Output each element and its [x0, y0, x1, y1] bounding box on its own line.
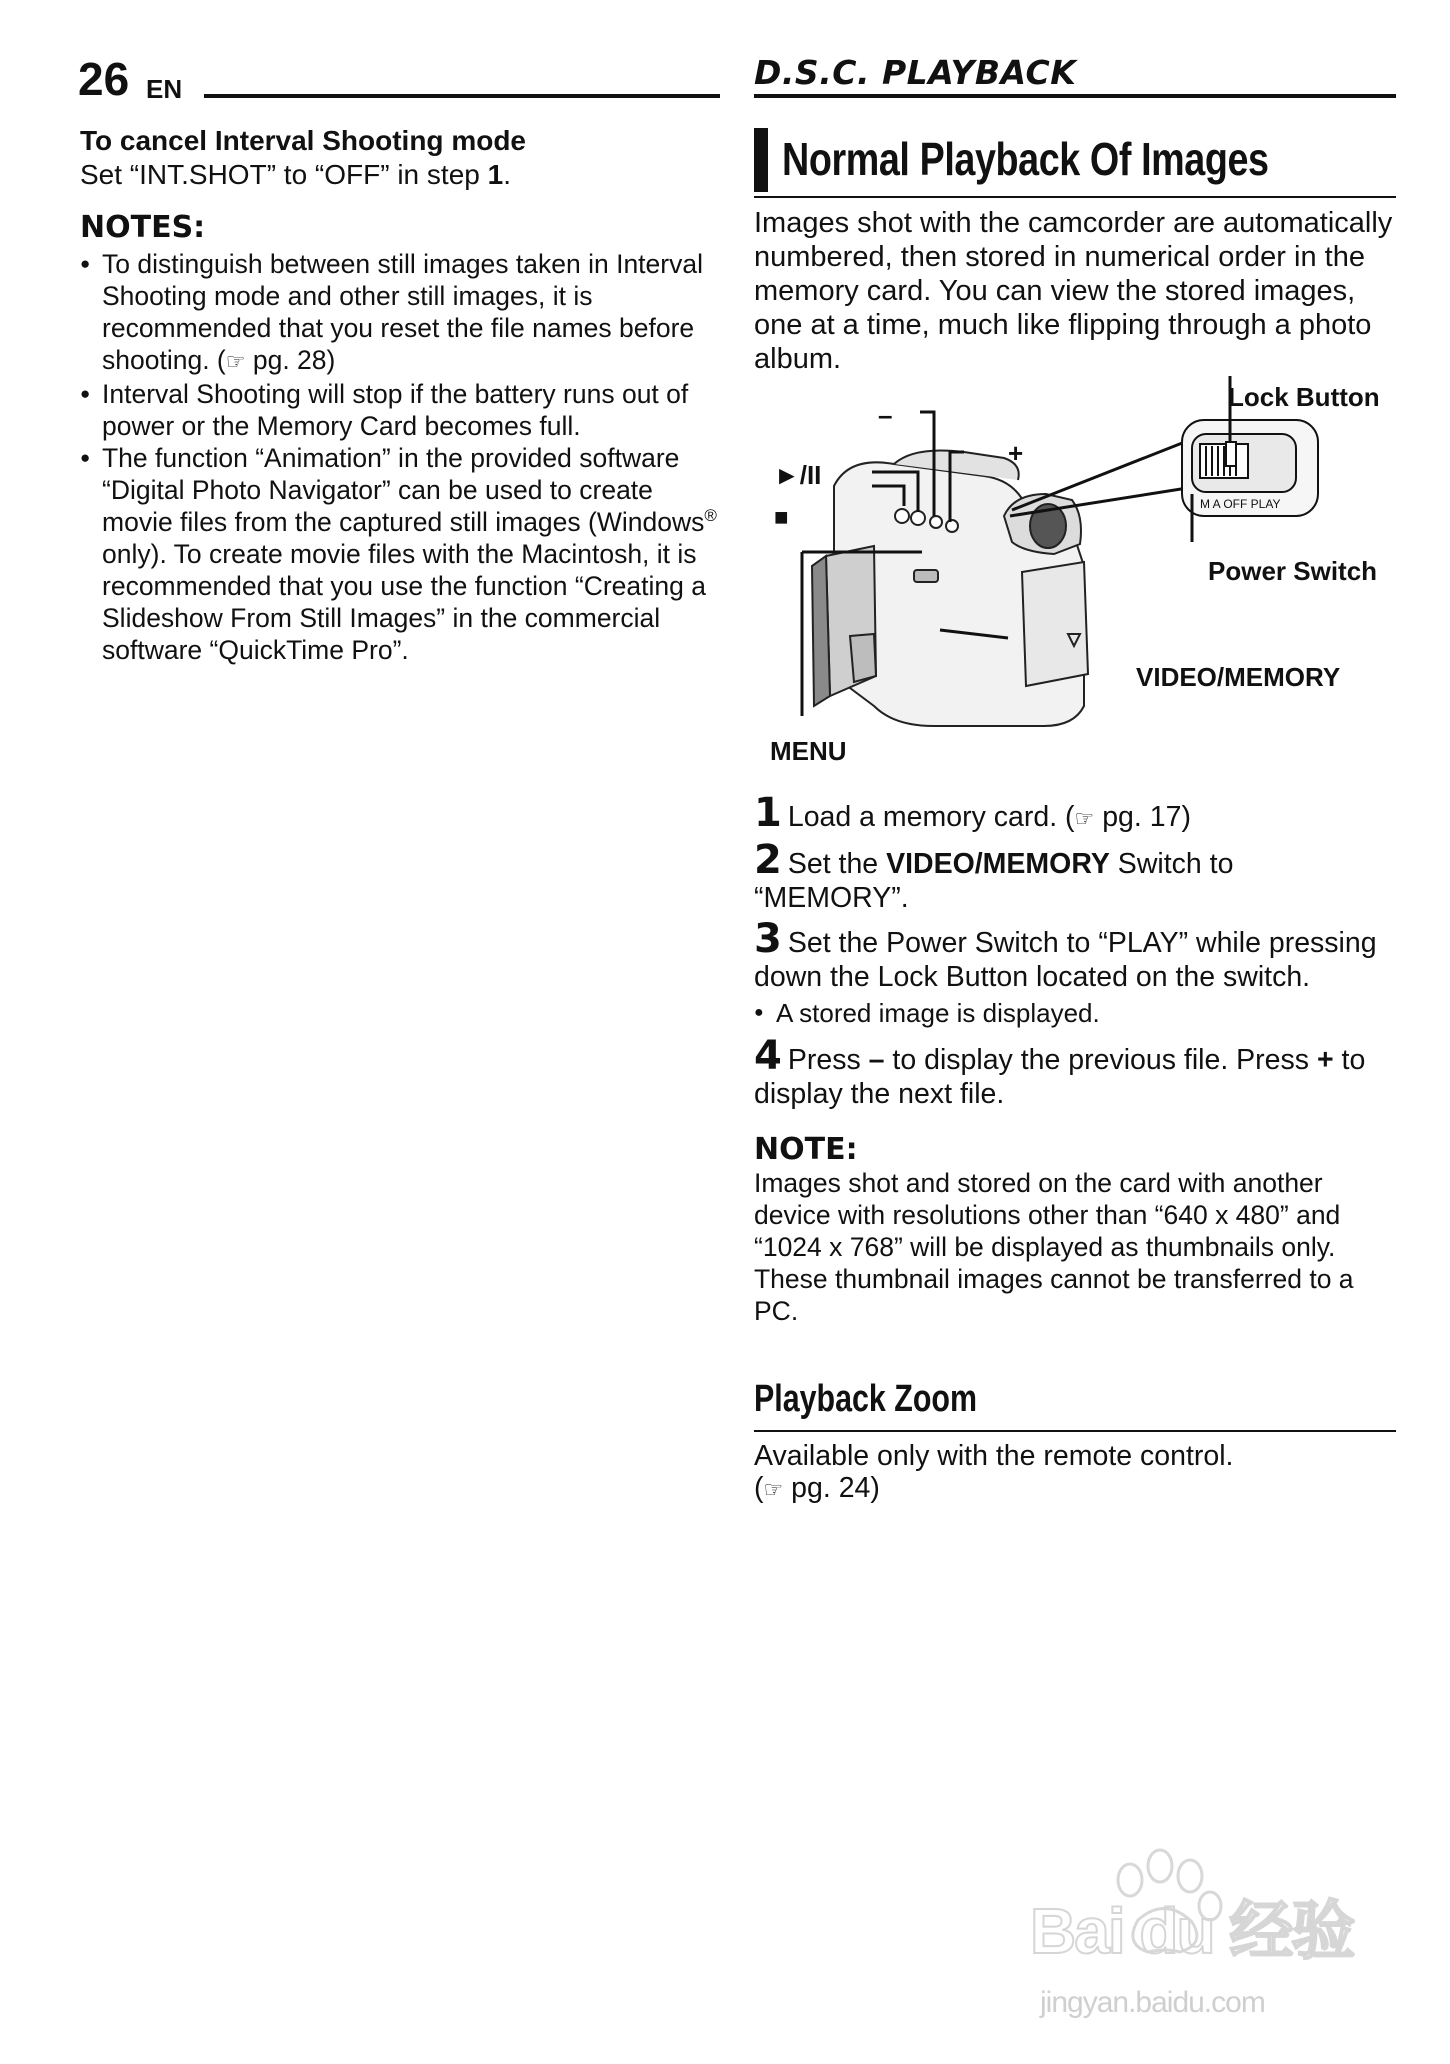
section-label: D.S.C. PLAYBACK: [754, 53, 1077, 92]
step-number: 1: [754, 790, 782, 836]
step-number: 4: [754, 1033, 782, 1079]
page-language: EN: [146, 74, 183, 104]
step-text: Press: [787, 1044, 869, 1076]
step-text: to display the next file.: [754, 1044, 1366, 1110]
note-text: Images shot and stored on the card with another device with resolutions other than “640 x 480” and “1024 x 768” will be displayed as thumbnails only. These thumbnail images cannot be transferred to a PC.: [754, 1168, 1354, 1326]
switch-position-labels: M A OFF PLAY: [1200, 497, 1281, 511]
step-text: Load a memory card. (: [787, 801, 1075, 833]
step-4: [754, 1033, 1394, 1111]
zoom-ref: pg. 24): [791, 1472, 880, 1504]
step-ref: pg. 17): [1102, 801, 1191, 833]
menu-button-label: MENU: [770, 736, 847, 766]
step-2: [754, 837, 1394, 915]
step-number: 3: [754, 916, 782, 962]
steps-list: [754, 790, 1394, 1327]
playback-zoom-title: Playback Zoom: [754, 1378, 978, 1420]
playback-zoom-rule: [754, 1430, 1396, 1432]
note-item: [80, 248, 720, 378]
registered-mark: ®: [704, 506, 717, 526]
pointing-hand-icon: ☞: [763, 1477, 784, 1502]
note-heading: NOTE:: [754, 1132, 858, 1167]
page-title: Normal Playback Of Images: [782, 133, 1269, 185]
note-item: ● Interval Shooting will stop if the battery runs out of power or the Memory Card becomes full.: [80, 378, 720, 442]
pointing-hand-icon: ☞: [1074, 806, 1095, 831]
note1-text: To distinguish between still images taken in Interval Shooting mode and other still images, it is recommended that you reset the file names before shooting. (: [102, 249, 703, 375]
plus-button-label: +: [1008, 438, 1024, 468]
stop-button-label: ■: [774, 504, 789, 531]
cancel-text: [80, 158, 720, 192]
note3-text-a: The function “Animation” in the provided software “Digital Photo Navigator” can be used to create movie files from the captured still images (Windows: [102, 443, 705, 537]
step-text: to display the previous file. Press: [884, 1044, 1317, 1076]
camcorder-diagram: [754, 376, 1396, 776]
step-text: Switch to “MEMORY”.: [754, 848, 1234, 914]
notes-heading: NOTES:: [80, 210, 206, 245]
step-text: Set the Power Switch to “PLAY” while pressing down the Lock Button located on the switch.: [754, 927, 1377, 993]
title-rule: [754, 196, 1396, 198]
plus-symbol: +: [1316, 1044, 1334, 1076]
lock-button-label: Lock Button: [1228, 382, 1380, 412]
play-pause-button-label: ►/II: [774, 460, 822, 490]
note3-text-b: only). To create movie files with the Macintosh, it is recommended that you use the function “Creating a Slideshow From Still Images” in the commercial software “QuickTime Pro”.: [102, 539, 706, 665]
watermark-name: Bai du 经验: [1030, 1895, 1354, 1967]
step-text: Set the: [787, 848, 887, 880]
step-3: [754, 916, 1394, 994]
step-3-result: ● A stored image is displayed.: [754, 997, 1394, 1029]
zoom-line-2: [754, 1472, 1394, 1506]
pointing-hand-icon: ☞: [225, 349, 246, 374]
note1-ref: pg. 28): [252, 345, 336, 375]
playback-zoom-text: [754, 1440, 1394, 1506]
note-item: [80, 442, 720, 666]
watermark-url: jingyan.baidu.com: [1040, 1986, 1265, 2019]
cancel-step-ref: 1: [487, 159, 504, 190]
minus-button-label: –: [878, 400, 893, 430]
power-switch-label: Power Switch: [1208, 556, 1378, 586]
zoom-paren: (: [754, 1472, 764, 1504]
title-marker-bar: [754, 128, 768, 192]
cancel-heading: To cancel Interval Shooting mode: [80, 125, 526, 156]
left-column: [80, 124, 720, 666]
step-bold-text: VIDEO/MEMORY: [886, 848, 1110, 880]
page-number: 26: [78, 53, 130, 105]
step-number: 2: [754, 837, 782, 883]
header-rule-right: [754, 94, 1396, 98]
step-1: [754, 790, 1394, 836]
zoom-line-1: Available only with the remote control.: [754, 1440, 1234, 1472]
cancel-text-a: Set “INT.SHOT” to “OFF” in step: [80, 159, 488, 190]
video-memory-label: VIDEO/MEMORY: [1136, 662, 1341, 692]
intro-paragraph: Images shot with the camcorder are automatically numbered, then stored in numerical order in the memory card. You can view the stored images, one at a time, much like flipping through a photo album.: [754, 207, 1393, 375]
cancel-text-b: .: [503, 159, 511, 190]
minus-symbol: –: [868, 1044, 885, 1076]
header-rule-left: [204, 94, 720, 98]
notes-list: [80, 248, 720, 666]
